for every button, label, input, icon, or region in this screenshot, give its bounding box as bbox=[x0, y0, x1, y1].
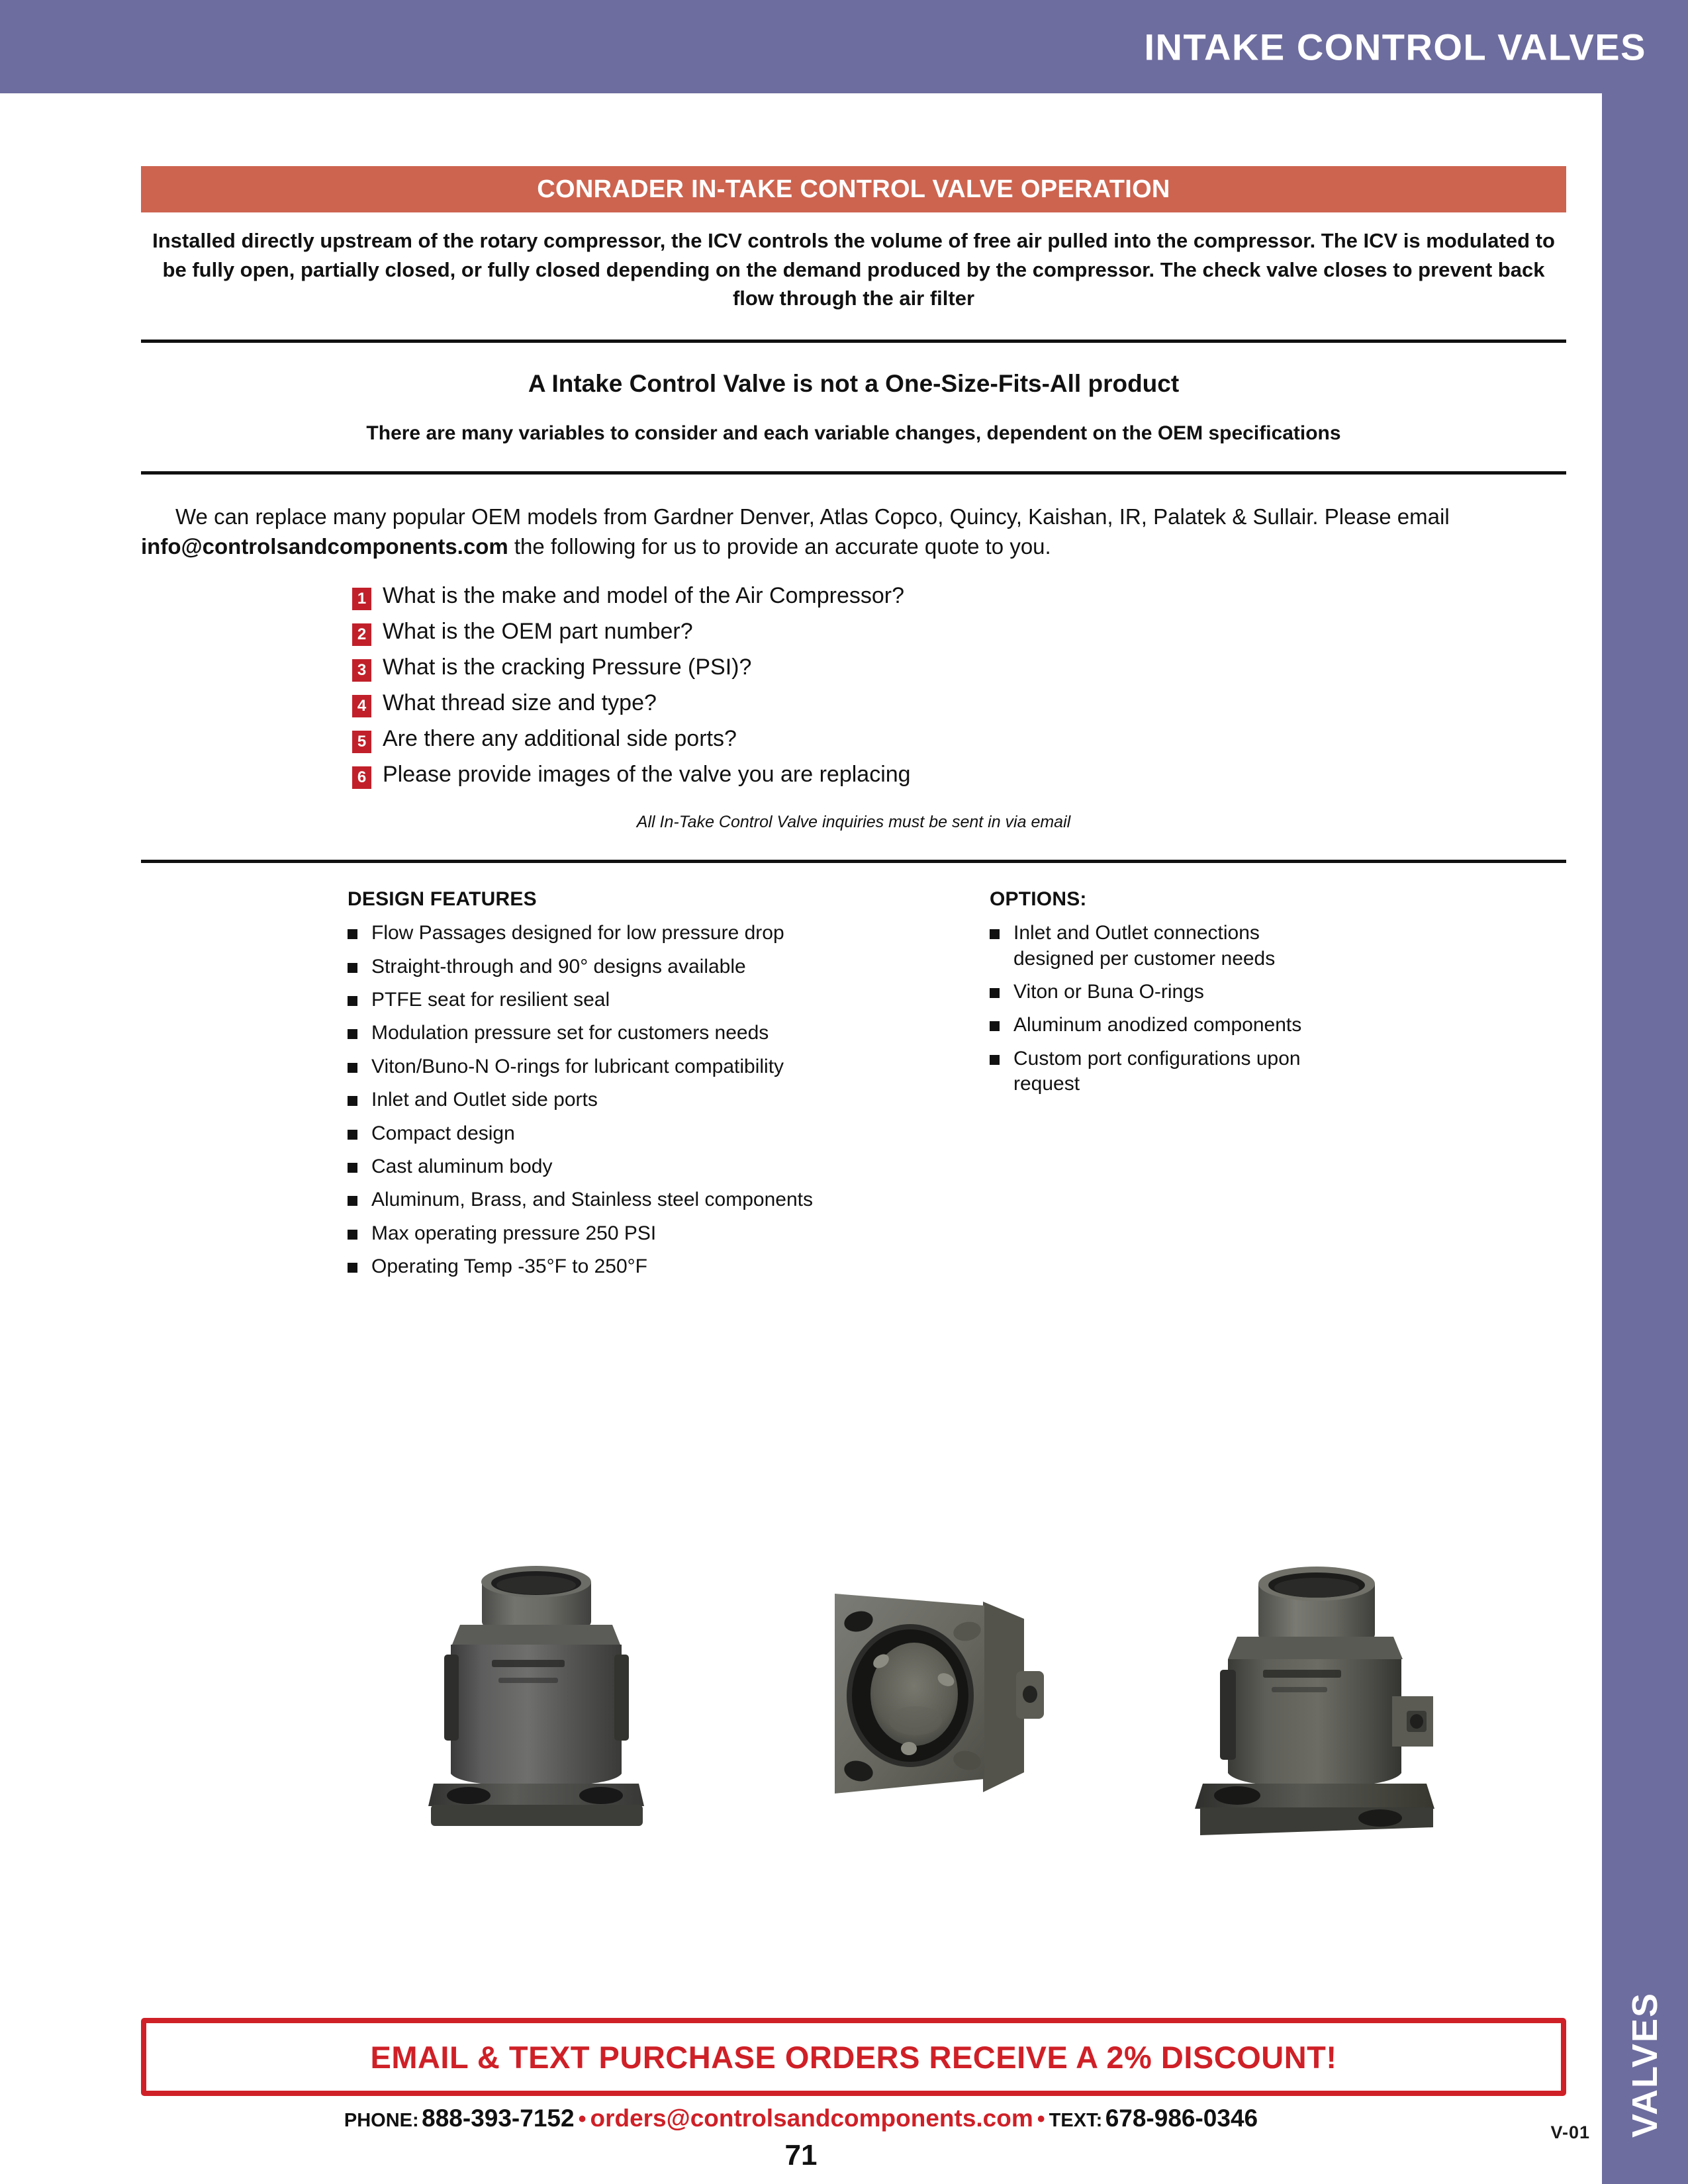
phone-number: 888-393-7152 bbox=[422, 2105, 575, 2132]
design-feature-item-text: Inlet and Outlet side ports bbox=[371, 1089, 598, 1111]
separator-dot-2: • bbox=[1037, 2107, 1045, 2132]
notice-subheading: There are many variables to consider and each variable changes, dependent on the OEM specifications bbox=[366, 422, 1341, 445]
design-feature-item bbox=[348, 1187, 930, 1212]
section-tab-rail bbox=[1602, 93, 1688, 2184]
design-features-title: DESIGN FEATURES bbox=[348, 888, 537, 911]
lead-paragraph bbox=[141, 502, 1566, 561]
inquiry-email: info@controlsandcomponents.com bbox=[141, 533, 508, 559]
phone-label: PHONE: bbox=[344, 2110, 419, 2131]
options-list bbox=[990, 921, 1334, 1097]
page-title: INTAKE CONTROL VALVES bbox=[1144, 26, 1646, 68]
separator-dot-1: • bbox=[578, 2107, 586, 2132]
option-item-text: Custom port configurations upon request bbox=[1013, 1047, 1301, 1095]
discount-callout bbox=[141, 2018, 1566, 2096]
design-feature-item bbox=[348, 1054, 930, 1079]
square-bullet-icon bbox=[348, 1063, 357, 1073]
question-text: Please provide images of the valve you are replacing bbox=[383, 762, 911, 788]
design-feature-item bbox=[348, 954, 930, 979]
option-item-text: Viton or Buna O-rings bbox=[1013, 980, 1204, 1003]
design-feature-item-text: Cast aluminum body bbox=[371, 1155, 553, 1177]
contact-line bbox=[0, 2105, 1602, 2132]
question-row bbox=[352, 690, 1566, 717]
options-column bbox=[990, 888, 1334, 1287]
intake-control-valve-front-view bbox=[399, 1519, 677, 1843]
question-row bbox=[352, 655, 1566, 682]
design-feature-item bbox=[348, 921, 930, 946]
square-bullet-icon bbox=[990, 1021, 1000, 1031]
question-number-badge: 1 bbox=[352, 588, 371, 610]
question-number-badge: 4 bbox=[352, 695, 371, 717]
rail-label-wrap bbox=[1602, 1588, 1688, 2184]
question-number-badge: 5 bbox=[352, 731, 371, 753]
square-bullet-icon bbox=[348, 963, 357, 973]
design-feature-item-text: Viton/Buno-N O-rings for lubricant compatibility bbox=[371, 1055, 784, 1077]
design-feature-item-text: Max operating pressure 250 PSI bbox=[371, 1222, 657, 1244]
text-number: 678-986-0346 bbox=[1105, 2105, 1258, 2132]
section-tab-label: VALVES bbox=[1625, 1991, 1665, 2138]
email-only-note: All In-Take Control Valve inquiries must be sent in via email bbox=[636, 813, 1071, 832]
design-feature-item bbox=[348, 1087, 930, 1113]
option-item-text: Inlet and Outlet connections designed per customer needs bbox=[1013, 922, 1276, 970]
design-feature-item bbox=[348, 1121, 930, 1146]
operation-banner-title: CONRADER IN-TAKE CONTROL VALVE OPERATION bbox=[537, 175, 1170, 203]
option-item bbox=[990, 921, 1334, 972]
operation-description: Installed directly upstream of the rotary compressor, the ICV controls the volume of free air pulled into the compressor. The ICV is modulated to be fully open, partially closed, or fully closed depending on the demand produced by the compressor. The check valve closes to prevent back flow through the air filter bbox=[152, 229, 1555, 310]
square-bullet-icon bbox=[990, 1055, 1000, 1065]
design-feature-item-text: Flow Passages designed for low pressure drop bbox=[371, 922, 784, 944]
question-number-badge: 3 bbox=[352, 659, 371, 682]
design-features-column bbox=[348, 888, 930, 1287]
square-bullet-icon bbox=[990, 988, 1000, 998]
feature-columns bbox=[141, 888, 1566, 1287]
design-feature-item bbox=[348, 1254, 930, 1279]
question-text: What is the cracking Pressure (PSI)? bbox=[383, 655, 752, 680]
question-number-badge: 2 bbox=[352, 623, 371, 646]
orders-email-link[interactable]: orders@controlsandcomponents.com bbox=[590, 2105, 1033, 2132]
text-label: TEXT: bbox=[1049, 2110, 1103, 2131]
square-bullet-icon bbox=[348, 1263, 357, 1273]
design-feature-item-text: PTFE seat for resilient seal bbox=[371, 988, 610, 1011]
design-feature-item bbox=[348, 1221, 930, 1246]
design-features-list bbox=[348, 921, 930, 1279]
square-bullet-icon bbox=[348, 1130, 357, 1140]
option-item bbox=[990, 1013, 1334, 1038]
square-bullet-icon bbox=[348, 1096, 357, 1106]
question-text: What thread size and type? bbox=[383, 690, 657, 716]
lead-part-1: We can replace many popular OEM models from Gardner Denver, Atlas Copco, Quincy, Kaishan, IR, Palatek & Sullair. Please email bbox=[175, 504, 1450, 529]
design-feature-item bbox=[348, 987, 930, 1013]
design-feature-item bbox=[348, 1021, 930, 1046]
design-feature-item-text: Compact design bbox=[371, 1122, 515, 1144]
design-feature-item-text: Straight-through and 90° designs available bbox=[371, 955, 746, 978]
question-row bbox=[352, 619, 1566, 646]
product-image-gallery bbox=[141, 1502, 1566, 1860]
square-bullet-icon bbox=[990, 929, 1000, 939]
lead-part-2: the following for us to provide an accurate quote to you. bbox=[508, 533, 1051, 559]
square-bullet-icon bbox=[348, 1196, 357, 1206]
question-text: What is the OEM part number? bbox=[383, 619, 693, 645]
option-item bbox=[990, 979, 1334, 1005]
question-row bbox=[352, 583, 1566, 610]
question-text: What is the make and model of the Air Compressor? bbox=[383, 583, 905, 609]
design-feature-item-text: Operating Temp -35°F to 250°F bbox=[371, 1255, 647, 1278]
intake-control-valve-angled-view bbox=[1174, 1512, 1452, 1843]
question-row bbox=[352, 726, 1566, 753]
main-content bbox=[141, 93, 1566, 1288]
divider-2 bbox=[141, 471, 1566, 475]
page-header bbox=[0, 0, 1688, 93]
design-feature-item-text: Aluminum, Brass, and Stainless steel components bbox=[371, 1189, 813, 1211]
square-bullet-icon bbox=[348, 1230, 357, 1240]
divider-3 bbox=[141, 860, 1566, 863]
revision-code: V-01 bbox=[1550, 2122, 1590, 2142]
operation-banner bbox=[141, 166, 1566, 212]
divider-1 bbox=[141, 340, 1566, 343]
question-text: Are there any additional side ports? bbox=[383, 726, 737, 752]
design-feature-item bbox=[348, 1154, 930, 1179]
page-number: 71 bbox=[784, 2139, 818, 2171]
question-row bbox=[352, 762, 1566, 789]
notice-heading: A Intake Control Valve is not a One-Size-Fits-All product bbox=[528, 370, 1180, 398]
square-bullet-icon bbox=[348, 929, 357, 939]
square-bullet-icon bbox=[348, 1029, 357, 1039]
square-bullet-icon bbox=[348, 996, 357, 1006]
option-item-text: Aluminum anodized components bbox=[1013, 1014, 1302, 1036]
question-list bbox=[141, 583, 1566, 789]
options-title: OPTIONS: bbox=[990, 888, 1087, 911]
intake-control-valve-flange-face-view bbox=[810, 1555, 1061, 1833]
square-bullet-icon bbox=[348, 1163, 357, 1173]
design-feature-item-text: Modulation pressure set for customers needs bbox=[371, 1022, 769, 1044]
discount-text: EMAIL & TEXT PURCHASE ORDERS RECEIVE A 2% DISCOUNT! bbox=[370, 2039, 1337, 2075]
question-number-badge: 6 bbox=[352, 766, 371, 789]
option-item bbox=[990, 1046, 1334, 1097]
